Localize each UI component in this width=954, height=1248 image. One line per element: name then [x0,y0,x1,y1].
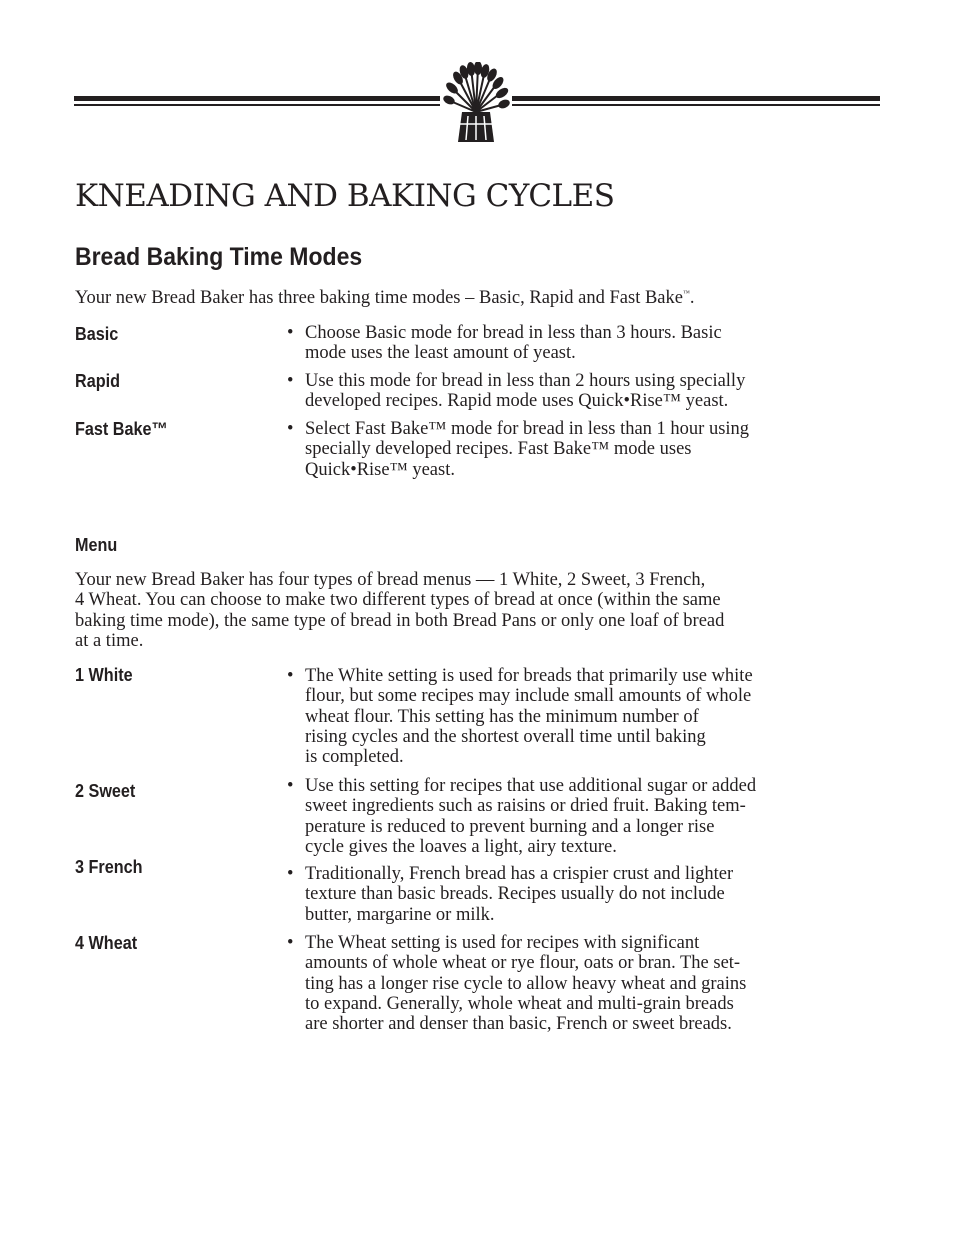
bullet-icon: • [287,371,294,391]
menu-desc-white: • The White setting is used for breads that primarily use white flour, but some recipes may include small amounts of whole wheat flour. This setting has the minimum number of rising cycles and the shortest overall time until baking is completed. [287,666,753,768]
wheat-sheaf-icon [438,62,514,146]
modes-intro: Your new Bread Baker has three baking time modes – Basic, Rapid and Fast Bake™. [75,288,695,308]
menu-desc-french: • Traditionally, French bread has a crispier crust and lighter texture than basic breads. Recipes usually do not include butter, margarine or milk. [287,864,734,925]
page-title: KNEADING AND BAKING CYCLES [75,178,615,214]
bullet-icon: • [287,864,294,884]
menu-heading: Menu [75,535,118,555]
bullet-icon: • [287,666,294,686]
menu-label-sweet: 2 Sweet [75,781,136,801]
menu-desc-sweet: • Use this setting for recipes that use additional sugar or added sweet ingredients such as raisins or dried fruit. Baking tem- perature is reduced to prevent burning and a longer rise cycle gives the loaves a light, airy texture. [287,776,757,857]
header-rule-right [512,96,880,110]
menu-desc-wheat: • The Wheat setting is used for recipes with significant amounts of whole wheat or rye flour, oats or bran. The set- ting has a longer rise cycle to allow heavy wheat and grains to expand. Generally, whole wheat and multi-grain breads are shorter and denser than basic, French or sweet breads. [287,933,747,1035]
mode-desc-basic: • Choose Basic mode for bread in less than 3 hours. Basic mode uses the least amount of yeast. [287,323,722,364]
bullet-icon: • [287,776,294,796]
menu-label-french: 3 French [75,857,143,877]
section-heading: Bread Baking Time Modes [75,243,363,271]
bullet-icon: • [287,933,294,953]
menu-label-wheat: 4 Wheat [75,933,138,953]
mode-desc-fast-bake: • Select Fast Bake™ mode for bread in less than 1 hour using specially developed recipes. Fast Bake™ mode uses Quick•Rise™ yeast. [287,419,750,480]
bullet-icon: • [287,323,294,343]
menu-intro: Your new Bread Baker has four types of bread menus — 1 White, 2 Sweet, 3 French, 4 Wheat. You can choose to make two different types of bread at once (within the same baking time mode), the same type of bread in both Bread Pans or only one loaf of bread at a time. [75,570,725,651]
mode-label-fast-bake: Fast Bake™ [75,419,168,439]
mode-desc-rapid: • Use this mode for bread in less than 2 hours using specially developed recipes. Rapid mode uses Quick•Rise™ yeast. [287,371,746,412]
header-rule-left [74,96,440,110]
mode-label-basic: Basic [75,324,119,344]
bullet-icon: • [287,419,294,439]
menu-label-white: 1 White [75,665,133,685]
mode-label-rapid: Rapid [75,371,121,391]
